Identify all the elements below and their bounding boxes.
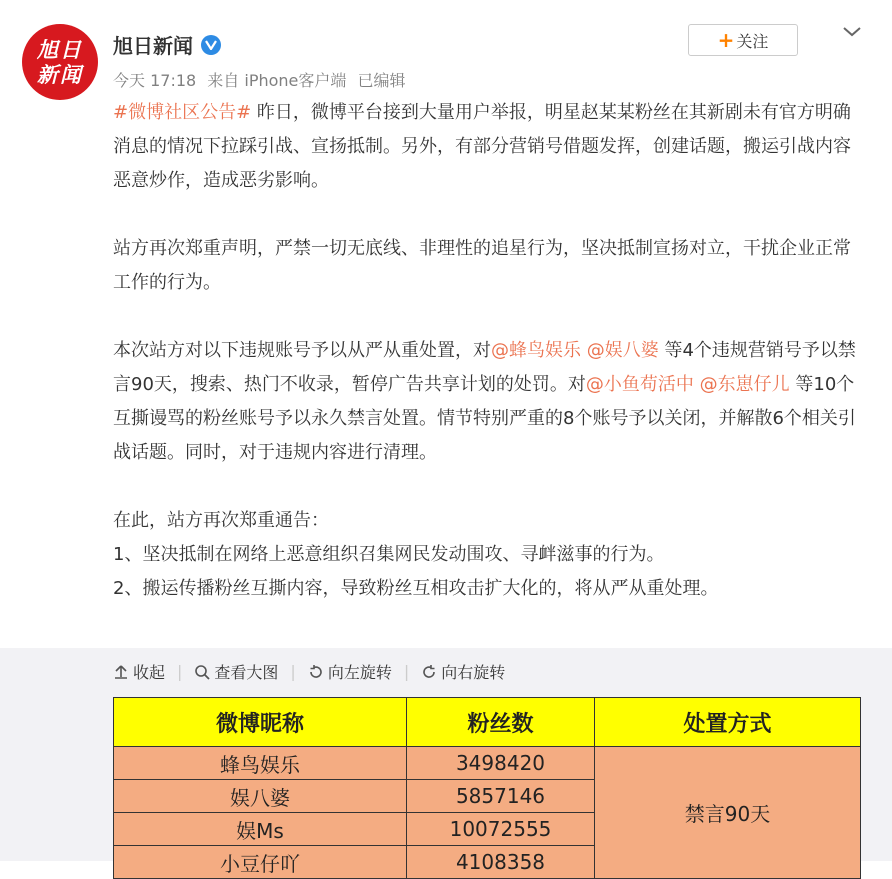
post-source: 来自 iPhone客户端: [207, 71, 347, 90]
divider: |: [403, 662, 410, 681]
mention-link[interactable]: @东崽仔儿: [699, 374, 790, 395]
post-content: [113, 96, 868, 606]
divider: |: [290, 662, 296, 681]
header-action: 处置方式: [595, 698, 861, 747]
post-text: 昨日，微博平台接到大量用户举报，明星赵某某粉丝在其新剧未有官方明确消息的情况下拉踩引战、宣扬抵制。另外，有部分营销号借题发挥，创建话题，搬运引战内容恶意炒作，造成恶劣影响。: [113, 102, 851, 191]
verified-badge-icon: [201, 35, 221, 55]
notice-item: 2、搬运传播粉丝互撕内容，导致粉丝互相攻击扩大化的，将从严从重处理。: [113, 578, 719, 599]
followers-cell: 5857146: [407, 780, 595, 813]
mention-link[interactable]: @娱八婆: [586, 340, 659, 361]
followers-cell: 3498420: [407, 747, 595, 780]
post-text: 等4个违规营销号予以禁言90天，搜索、热门不收录，暂停广告共享计划的处罚。对: [113, 340, 856, 395]
post-paragraph: [113, 334, 868, 470]
post-meta: [113, 68, 412, 91]
nickname-cell: 小豆仔吖: [114, 846, 407, 879]
notice-item: 1、坚决抵制在网络上恶意组织召集网民发动围攻、寻衅滋事的行为。: [113, 544, 665, 565]
table-row: [114, 747, 861, 780]
rotate-right-button[interactable]: [421, 660, 505, 683]
rotate-left-button[interactable]: [308, 660, 392, 683]
violation-table: [113, 697, 861, 879]
action-cell: 禁言90天: [595, 747, 861, 879]
paragraph-gap: [113, 198, 868, 232]
divider: |: [177, 662, 183, 681]
view-large-label: 查看大图: [214, 663, 279, 682]
view-large-button[interactable]: [194, 660, 278, 683]
account-header: [113, 30, 221, 59]
plus-icon: +: [717, 28, 735, 52]
chevron-down-icon[interactable]: [840, 22, 864, 42]
follow-button[interactable]: [688, 24, 798, 56]
mention-link[interactable]: @蜂鸟娱乐: [491, 340, 581, 361]
account-name[interactable]: 旭日新闻: [113, 34, 193, 58]
post-text: 在此，站方再次郑重通告：: [113, 510, 329, 531]
avatar-text-bottom: 新闻: [37, 62, 83, 87]
media-toolbar: [113, 660, 505, 683]
post-text: 等10个互撕谩骂的粉丝账号予以永久禁言处置。情节特别严重的8个账号予以关闭，并解散6个相关引战话题。同时，对于违规内容进行清理。: [113, 374, 856, 463]
topic-link[interactable]: #微博社区公告#: [113, 102, 252, 123]
follow-label: 关注: [736, 31, 769, 51]
nickname-cell: 蜂鸟娱乐: [114, 747, 407, 780]
avatar-text-top: 旭日: [37, 37, 83, 62]
paragraph-gap: [113, 300, 868, 334]
followers-cell: 10072555: [407, 813, 595, 846]
collapse-icon: [113, 664, 129, 680]
search-icon: [194, 664, 210, 680]
edited-label[interactable]: 已编辑: [357, 71, 406, 90]
rotate-left-icon: [308, 664, 324, 680]
post-text: 站方再次郑重声明，严禁一切无底线、非理性的追星行为，坚决抵制宣扬对立，干扰企业正常工作的行为。: [113, 238, 851, 293]
header-nickname: 微博昵称: [114, 698, 407, 747]
rotate-right-label: 向右旋转: [441, 663, 506, 682]
post-paragraph: [113, 96, 868, 198]
header-followers: 粉丝数: [407, 698, 595, 747]
nickname-cell: 娱八婆: [114, 780, 407, 813]
collapse-button[interactable]: [113, 660, 165, 683]
post-paragraph: [113, 504, 868, 538]
nickname-cell: 娱Ms: [114, 813, 407, 846]
post-time[interactable]: 今天 17:18: [113, 71, 197, 90]
table-header-row: [114, 698, 861, 747]
followers-cell: 4108358: [407, 846, 595, 879]
collapse-label: 收起: [133, 663, 166, 682]
post-paragraph: [113, 232, 868, 300]
rotate-right-icon: [421, 664, 437, 680]
post-text: 本次站方对以下违规账号予以从严从重处置，对: [113, 340, 491, 361]
paragraph-gap: [113, 470, 868, 504]
avatar[interactable]: [22, 24, 98, 100]
rotate-left-label: 向左旋转: [327, 663, 392, 682]
mention-link[interactable]: @小鱼苟活中: [585, 374, 694, 395]
